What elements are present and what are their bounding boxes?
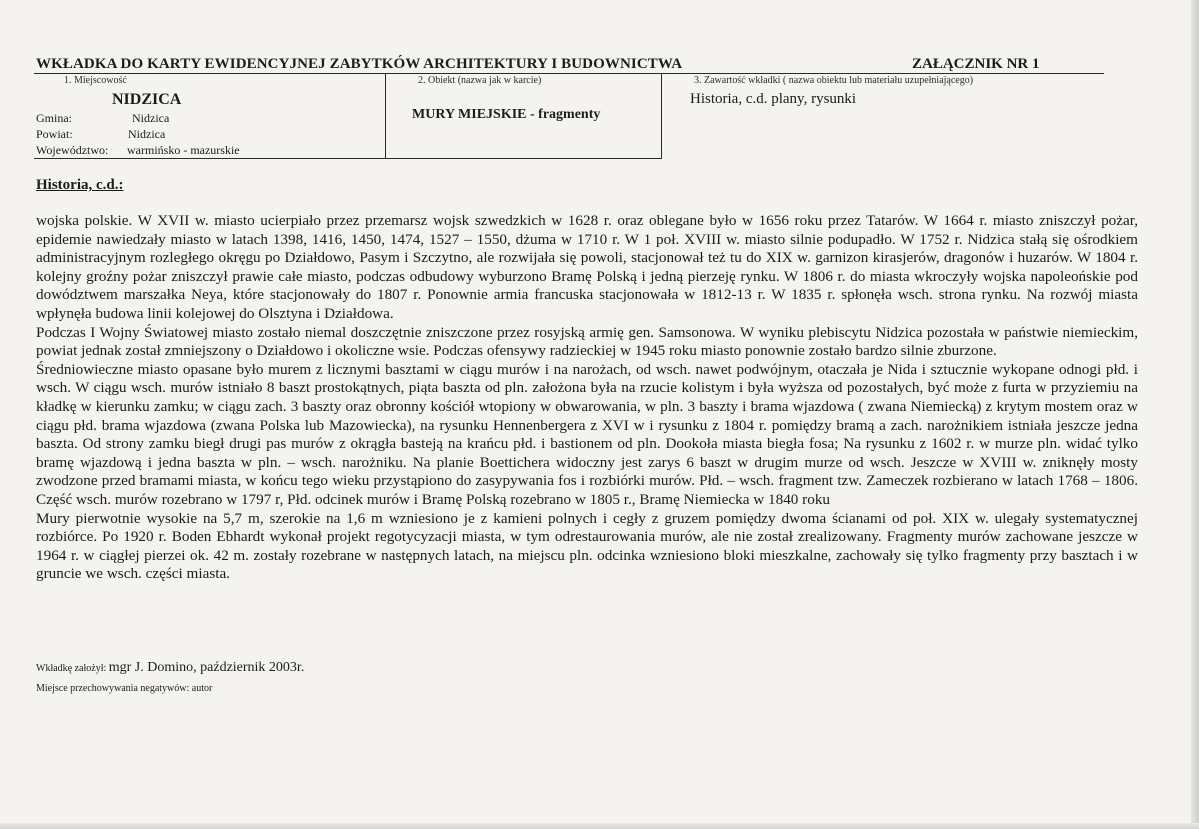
page-edge bbox=[1191, 0, 1199, 829]
locality-value: NIDZICA bbox=[112, 91, 182, 108]
commune-value: Nidzica bbox=[132, 111, 170, 125]
document-title: WKŁADKA DO KARTY EWIDENCYJNEJ ZABYTKÓW ARCHITEKTURY I BUDOWNICTWA bbox=[36, 56, 683, 72]
page-edge bbox=[0, 823, 1199, 829]
voivodeship-value: warmińsko - mazurskie bbox=[127, 143, 240, 157]
paragraph: Mury pierwotnie wysokie na 5,7 m, szerokie na 1,6 m wzniesiono je z kamieni polnych i cegły z gruzem pomiędzy dwoma ścianami od poł. XIX w. ulegały systematycznej rozbiórce. Po 1920 r. Boden Ebhardt wykonał projekt regotycyzacji miasta, w tym odrestaurowania murów, ale nie został zrealizowany. Fragmenty murów zachowane jeszcze w 1964 r. w ciągłej pierzei ok. 42 m. zostały rozebrane w następnych latach, na miejscu pln. odcinka wzniesiono bloki mieszkalne, zachowały się tylko fragmenty przy basztach i w gruncie we wsch. części miasta. bbox=[36, 509, 1138, 583]
object-label: 2. Obiekt (nazwa jak w karcie) bbox=[418, 75, 542, 86]
county-value: Nidzica bbox=[128, 127, 166, 141]
county-row bbox=[36, 127, 166, 142]
column-divider bbox=[385, 73, 386, 159]
fields-bottom-divider bbox=[34, 158, 661, 159]
paragraph: wojska polskie. W XVII w. miasto ucierpiało przez przemarsz wojsk szwedzkich w 1628 r. oraz oblegane było w 1656 roku przez Tatarów. W 1664 r. miasto zniszczył pożar, epidemie nawiedzały miasto w latach 1398, 1416, 1450, 1474, 1527 – 1550, dżuma w 1710 r. W 1 poł. XVIII w. miasto silnie podupadło. W 1752 r. Nidzica stałą się ośrodkiem administracyjnym rozległego okręgu po Działdowo, Pasym i Szczytno, ale rozwijała się powoli, stacjonował też tu do XIX w. garnizon kirasjerów, dragonów i huzarów. W 1804 r. kolejny groźny pożar zniszczył prawie całe miasto, podczas odbudowy wyburzono Bramę Polską i jedną pierzeję rynku. W 1806 r. do miasta wkroczyły wojska napoleońskie pod dowództwem marszałka Neya, które stacjonowały do 1807 r. Ponownie armia francuska stacjonowała w 1812-13 r. W 1835 r. spłonęła wsch. strona rynku. Na rozwój miasta wpłynęła budowa linii kolejowej do Olsztyna i Działdowa. bbox=[36, 212, 1138, 322]
voivodeship-row bbox=[36, 143, 240, 158]
paragraph: Podczas I Wojny Światowej miasto zostało niemal doszczętnie zniszczone przez rosyjską armię gen. Samsonowa. W wyniku plebiscytu Nidzica pozostała w państwie niemieckim, powiat jednak został zmniejszony o Działdowo i okoliczne wsie. Podczas ofensywy radzieckiej w 1945 roku miasto ponownie zostało bardzo silnie zburzone. bbox=[36, 323, 1138, 360]
commune-row bbox=[36, 111, 170, 126]
author-value: mgr J. Domino, październik 2003r. bbox=[108, 660, 305, 675]
history-text bbox=[36, 212, 1138, 584]
author-line bbox=[36, 660, 304, 676]
county-label: Powiat: bbox=[36, 127, 73, 141]
contents-label: 3. Zawartość wkładki ( nazwa obiektu lub materiału uzupełniającego) bbox=[694, 75, 974, 86]
paragraph: Średniowieczne miasto opasane było murem z licznymi basztami w ciągu murów i na narożach, od wsch. nawet podwójnym, otaczała je Nida i sztucznie wykopane odnogi płd. i wsch. W ciągu wsch. murów istniało 8 baszt prostokątnych, piąta baszta od pln. założona była na rzucie kolistym i była wyższa od pozostałych, być może z furta w przyziemiu na kładkę w kierunku zamku; w ciągu zach. 3 baszty oraz obronny kościół wtopiony w obwarowania, w pln. 3 baszty i brama wjazdowa ( zwana Niemiecką) z krytym mostem oraz w ciągu płd. brama wjazdowa (zwana Polska lub Mazowiecka), na rysunku Hennenbergera z XVI w i rysunku z 1804 r. pomiędzy bramą a zach. narożnikiem istniała jeszcze jedna baszta. Od strony zamku biegł drugi pas murów z okrągła basteją na krańcu płd. i bastionem od pln. Dookoła miasta biegła fosa; Na rysunku z 1602 r. w murze pln. widać tylko bramę wjazdową i jedna baszta w pln. – wsch. narożniku. Na planie Boettichera widoczny jest zarys 6 baszt w drugim murze od wsch. Jeszcze w XVIII w. zniknęły mosty zwodzone przed bramami miasta, w końcu tego wieku przystąpiono do zasypywania fos i rozbiórki murów. Płd. – wsch. fragment tzw. Zameczek rozbierano w latach 1768 – 1806. Część wsch. murów rozebrano w 1797 r, Płd. odcinek murów i Bramę Polską rozebrano w 1805 r., Bramę Niemiecka w 1840 roku bbox=[36, 360, 1138, 508]
negatives-storage: Miejsce przechowywania negatywów: autor bbox=[36, 683, 213, 694]
section-heading: Historia, c.d.: bbox=[36, 177, 124, 193]
locality-label: 1. Miejscowość bbox=[64, 75, 127, 86]
author-label: Wkładkę założył: bbox=[36, 663, 107, 674]
commune-label: Gmina: bbox=[36, 111, 72, 125]
contents-value: Historia, c.d. plany, rysunki bbox=[690, 91, 857, 107]
header-divider bbox=[34, 73, 1104, 74]
annex-number: ZAŁĄCZNIK NR 1 bbox=[912, 56, 1040, 72]
voivodeship-label: Województwo: bbox=[36, 143, 109, 157]
object-value: MURY MIEJSKIE - fragmenty bbox=[412, 107, 601, 122]
column-divider bbox=[661, 73, 662, 159]
